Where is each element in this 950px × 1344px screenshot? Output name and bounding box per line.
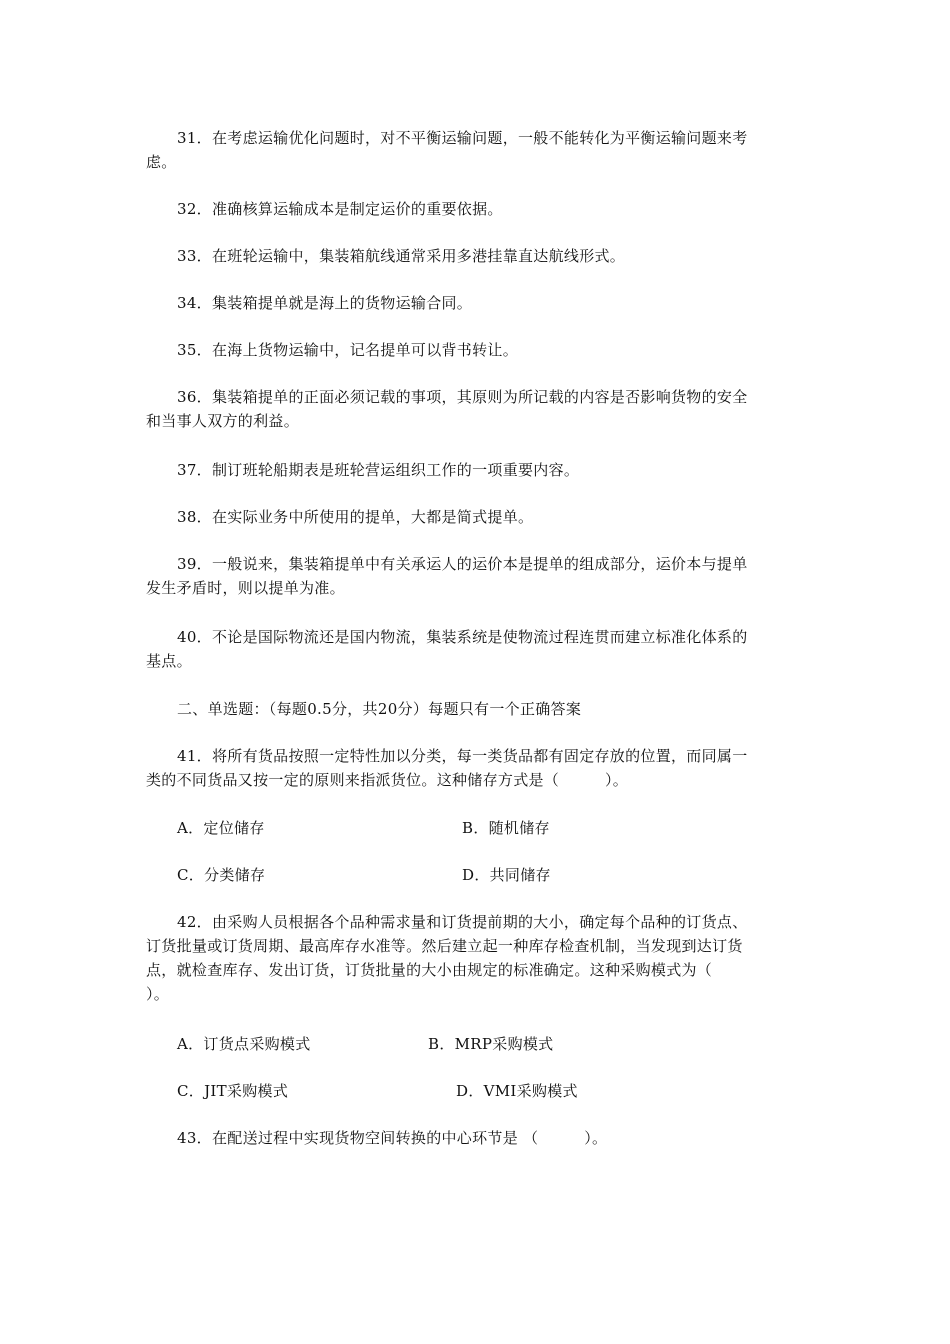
question-41-option-b: B．随机储存 [462,819,550,837]
question-41-option-c: C．分类储存 [177,866,266,884]
item-39-line-1: 39．一般说来，集装箱提单中有关承运人的运价本是提单的组成部分，运价本与提单 [177,555,748,573]
item-38: 38．在实际业务中所使用的提单，大都是简式提单。 [177,508,534,526]
item-33: 33．在班轮运输中，集装箱航线通常采用多港挂靠直达航线形式。 [177,247,626,265]
question-42-option-c: C．JIT采购模式 [177,1082,289,1100]
item-35: 35．在海上货物运输中，记名提单可以背书转让。 [177,341,518,359]
item-34: 34．集装箱提单就是海上的货物运输合同。 [177,294,473,312]
item-36-line-1: 36．集装箱提单的正面必须记载的事项，其原则为所记载的内容是否影响货物的安全 [177,388,748,406]
question-42-line-3: 点，就检查库存、发出订货，订货批量的大小由规定的标准确定。这种采购模式为（ [146,961,713,979]
item-32: 32．准确核算运输成本是制定运价的重要依据。 [177,200,503,218]
question-42-option-a: A．订货点采购模式 [177,1035,311,1053]
question-41-line-2: 类的不同货品又按一定的原则来指派货位。这种储存方式是（ ）。 [146,771,629,789]
item-39-line-2: 发生矛盾时，则以提单为准。 [146,579,345,597]
question-42-option-b: B．MRP采购模式 [428,1035,554,1053]
question-42-line-4: ）。 [146,985,170,1003]
item-31-line-2: 虑。 [146,153,177,171]
question-41-line-1: 41．将所有货品按照一定特性加以分类，每一类货品都有固定存放的位置，而同属一 [177,747,748,765]
item-37: 37．制订班轮船期表是班轮营运组织工作的一项重要内容。 [177,461,580,479]
item-40-line-2: 基点。 [146,652,192,670]
question-41-option-d: D．共同储存 [462,866,551,884]
question-42-option-d: D．VMI采购模式 [456,1082,578,1100]
item-31-line-1: 31．在考虑运输优化问题时，对不平衡运输问题，一般不能转化为平衡运输问题来考 [177,129,748,147]
question-41-option-a: A．定位储存 [177,819,265,837]
item-36-line-2: 和当事人双方的利益。 [146,412,300,430]
section-heading: 二、单选题：（每题0.5分，共20分）每题只有一个正确答案 [177,700,582,718]
question-43-line-1: 43．在配送过程中实现货物空间转换的中心环节是 （ ）。 [177,1129,608,1147]
item-40-line-1: 40．不论是国际物流还是国内物流，集装系统是使物流过程连贯而建立标准化体系的 [177,628,748,646]
question-42-line-2: 订货批量或订货周期、最高库存水准等。然后建立起一种库存检查机制，当发现到达订货 [146,937,743,955]
question-42-line-1: 42．由采购人员根据各个品种需求量和订货提前期的大小，确定每个品种的订货点、 [177,913,748,931]
